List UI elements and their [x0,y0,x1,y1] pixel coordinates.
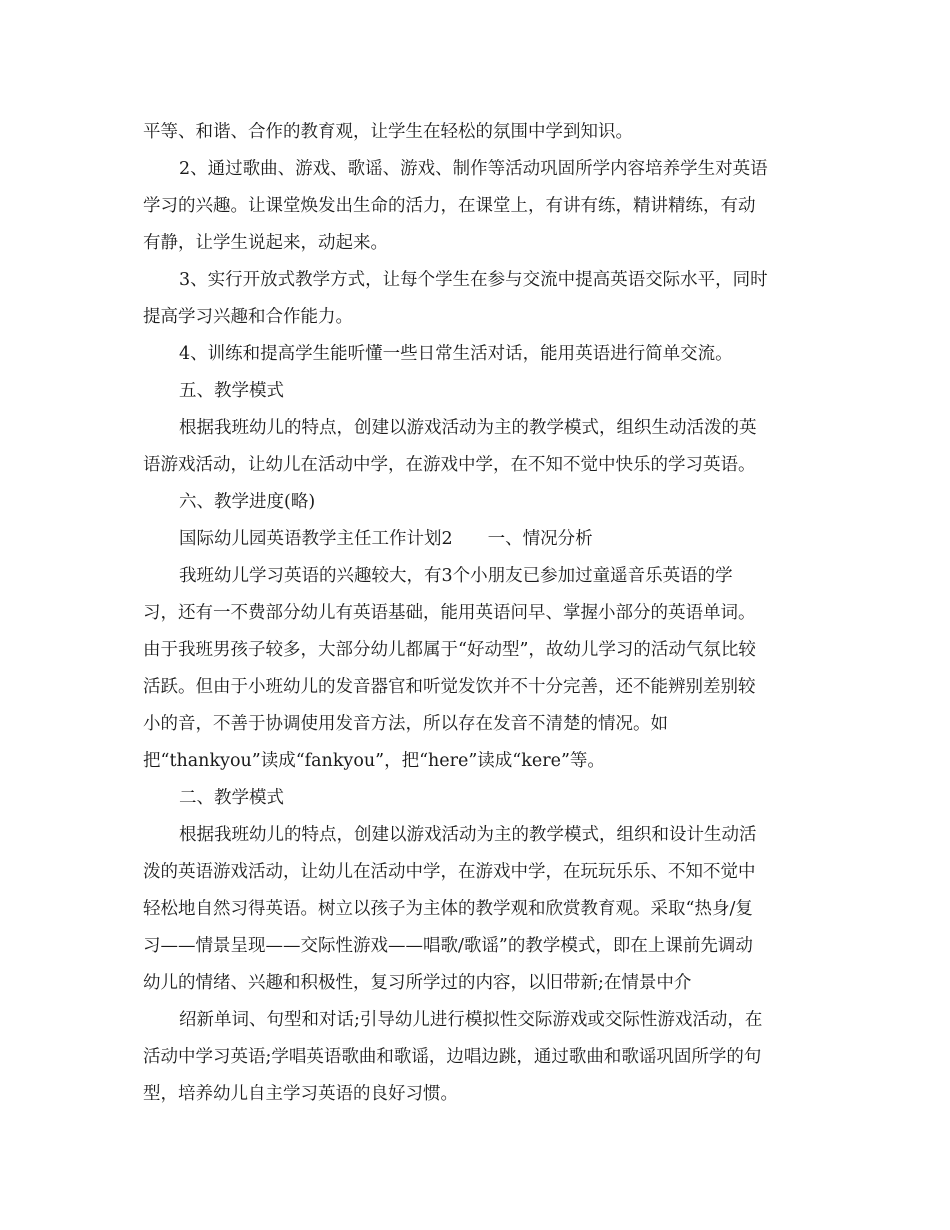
text-line: 活动中学习英语;学唱英语歌曲和歌谣，边唱边跳，通过歌曲和歌谣巩固所学的句 [143,1047,762,1067]
document-body [143,114,823,1113]
text-line: 3、实行开放式教学方式，让每个学生在参与交流中提高英语交际水平，同时 [179,270,768,290]
text-line: 学习的兴趣。让课堂焕发出生命的活力，在课堂上，有讲有练，精讲精练，有动 [143,196,756,216]
text-line: 绍新单词、句型和对话;引导幼儿进行模拟性交际游戏或交际性游戏活动，在 [179,1010,763,1030]
text-line: 语游戏活动，让幼儿在活动中学，在游戏中学，在不知不觉中快乐的学习英语。 [143,455,756,475]
text-line: 习——情景呈现——交际性游戏——唱歌/歌谣”的教学模式，即在上课前先调动 [143,936,753,956]
text-line: 型，培养幼儿自主学习英语的良好习惯。 [143,1084,458,1104]
text-line: 根据我班幼儿的特点，创建以游戏活动为主的教学模式，组织和设计生动活 [179,825,757,845]
text-line: 二、教学模式 [179,788,284,808]
text-line: 4、训练和提高学生能听懂一些日常生活对话，能用英语进行简单交流。 [179,344,733,364]
text-line: 五、教学模式 [179,381,284,401]
text-line: 平等、和谐、合作的教育观，让学生在轻松的氛围中学到知识。 [143,122,633,142]
text-line: 2、通过歌曲、游戏、歌谣、游戏、制作等活动巩固所学内容培养学生对英语 [179,159,768,179]
text-line: 由于我班男孩子较多，大部分幼儿都属于“好动型”，故幼儿学习的活动气氛比较 [143,640,756,660]
text-line: 把“thankyou”读成“fankyou”，把“here”读成“kere”等。 [143,751,605,771]
text-line: 小的音，不善于协调使用发音方法，所以存在发音不清楚的情况。如 [143,714,668,734]
text-line: 提高学习兴趣和合作能力。 [143,307,353,327]
text-line: 轻松地自然习得英语。树立以孩子为主体的教学观和欣赏教育观。采取“热身/复 [143,899,753,919]
text-line: 六、教学进度(略) [179,492,316,512]
text-line: 习，还有一不费部分幼儿有英语基础，能用英语问早、掌握小部分的英语单词。 [143,603,756,623]
text-line: 活跃。但由于小班幼儿的发音器官和听觉发饮并不十分完善，还不能辨别差别较 [143,677,756,697]
text-line: 泼的英语游戏活动，让幼儿在活动中学，在游戏中学，在玩玩乐乐、不知不觉中 [143,862,756,882]
text-line: 幼儿的情绪、兴趣和积极性，复习所学过的内容，以旧带新;在情景中介 [143,973,692,993]
text-line: 我班幼儿学习英语的兴趣较大，有3个小朋友已参加过童遥音乐英语的学 [179,566,733,586]
text-line: 有静，让学生说起来，动起来。 [143,233,388,253]
text-line: 国际幼儿园英语教学主任工作计划2 一、情况分析 [179,529,593,549]
text-line: 根据我班幼儿的特点，创建以游戏活动为主的教学模式，组织生动活泼的英 [179,418,757,438]
